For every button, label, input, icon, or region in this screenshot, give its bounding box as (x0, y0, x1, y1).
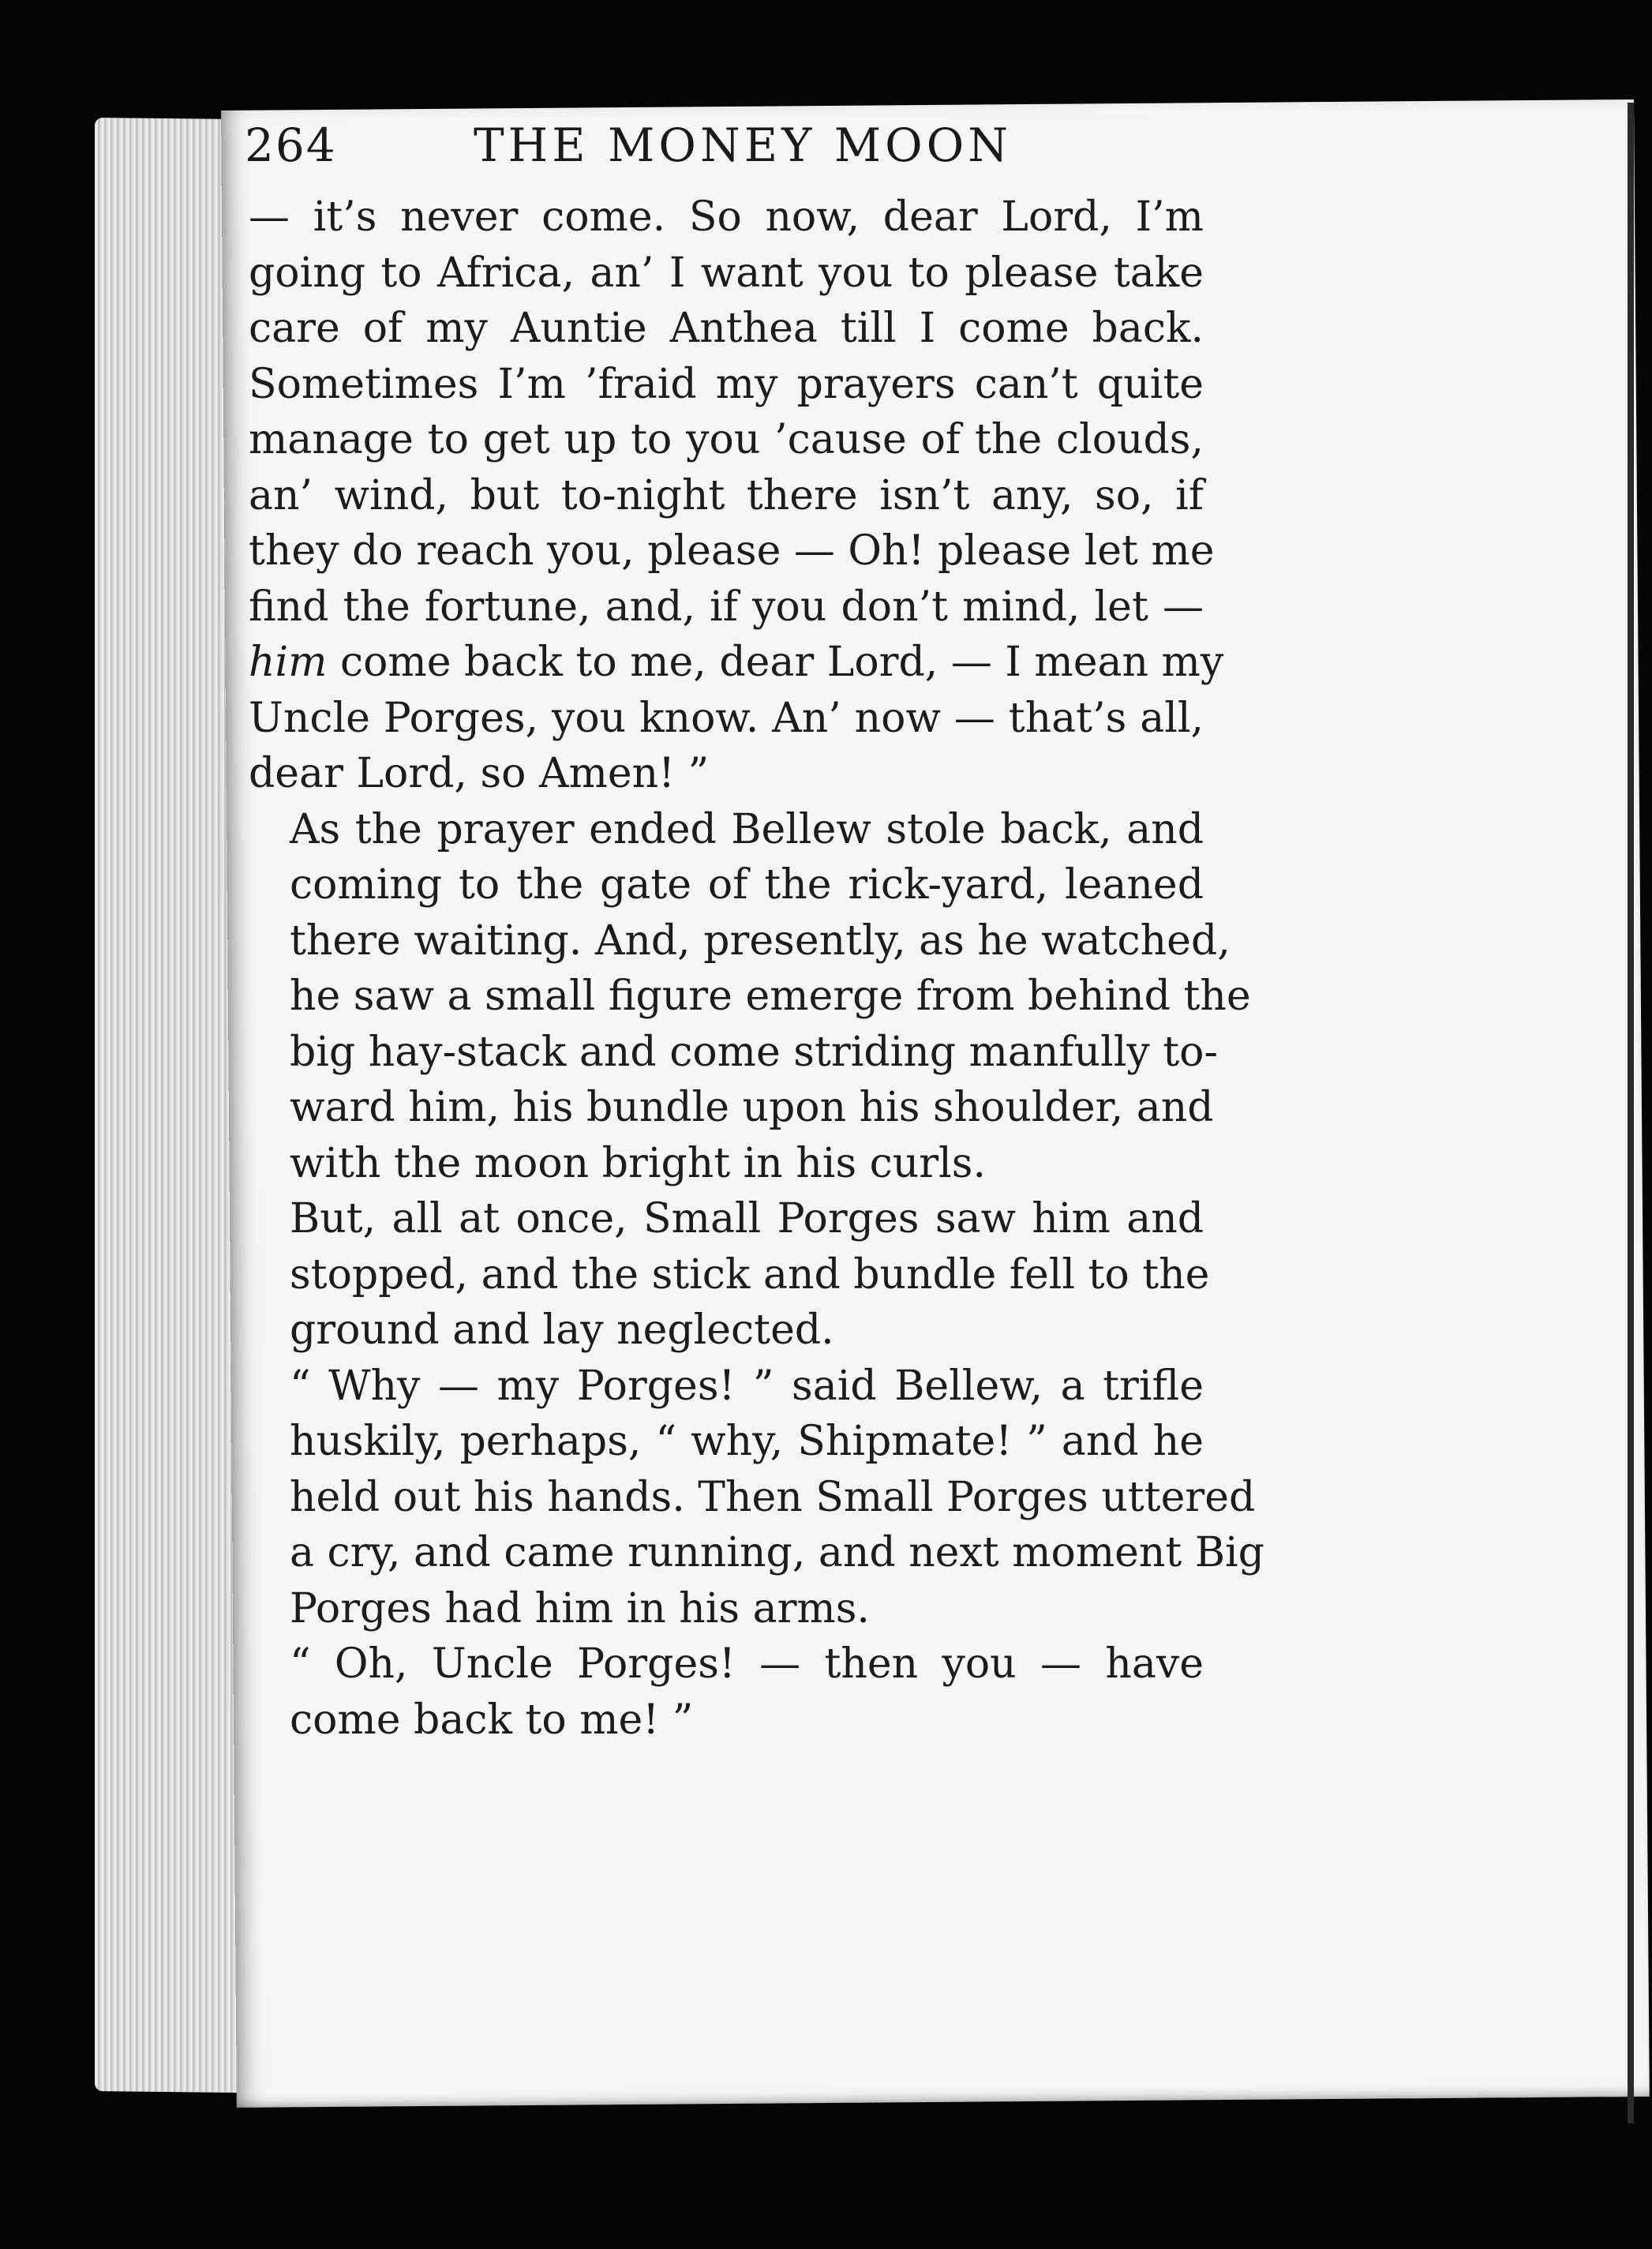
paragraph (249, 1636, 1204, 1748)
text-line: he saw a small figure emerge from behind the (290, 973, 1251, 1020)
text-line: dear Lord, so Amen! ” (249, 750, 710, 797)
running-title: THE MONEY MOON (474, 118, 1013, 172)
body-text (249, 189, 1264, 1748)
text-line: come back to me! ” (290, 1696, 694, 1744)
text-line: Porges had him in his arms. (290, 1584, 870, 1632)
paragraph (249, 189, 1224, 802)
paragraph (249, 1359, 1264, 1637)
text-line: ground and lay neglected. (290, 1306, 834, 1354)
page-header (245, 118, 1192, 182)
text-line: find the fortune, and, if you don’t mind, let — (249, 583, 1204, 631)
text-line: But, all at once, Small Porges saw him and (290, 1195, 1204, 1243)
page-number: 264 (245, 118, 337, 172)
text-line: Sometimes I’m ’fraid my prayers can’t quite (249, 360, 1204, 408)
text-line: with the moon bright in his curls. (290, 1139, 986, 1187)
text-line: stopped, and the stick and bundle fell to the (290, 1250, 1210, 1299)
book-page-edges (95, 118, 237, 2093)
text-line: a cry, and came running, and next moment Big (290, 1529, 1264, 1576)
text-line: huskily, perhaps, “ why, Shipmate! ” and he (290, 1418, 1204, 1465)
text-line: care of my Auntie Anthea till I come back. (249, 305, 1204, 352)
text-line: ward him, his bundle upon his shoulder, and (290, 1084, 1214, 1131)
text-line: going to Africa, an’ I want you to please take (249, 249, 1204, 297)
text-line: As the prayer ended Bellew stole back, and (290, 805, 1204, 853)
paragraph (249, 802, 1251, 1192)
text-line: coming to the gate of the rick-yard, leaned (290, 861, 1204, 909)
text-line: they do reach you, please — Oh! please let me (249, 527, 1215, 575)
text-line: big hay-stack and come striding manfully to- (290, 1028, 1219, 1076)
text-line: held out his hands. Then Small Porges uttered (290, 1473, 1256, 1521)
text-line: an’ wind, but to-night there isn’t any, so, if (249, 471, 1204, 519)
text-line: there waiting. And, presently, as he watched, (290, 916, 1231, 965)
italic-word: him (249, 639, 328, 686)
text-line: manage to get up to you ’cause of the clouds, (249, 416, 1204, 463)
paragraph (249, 1191, 1210, 1359)
text-line: Uncle Porges, you know. An’ now — that’s all, (249, 694, 1204, 742)
text-line: him come back to me, dear Lord, — I mean my (249, 639, 1224, 686)
text-line: “ Oh, Uncle Porges! — then you — have (290, 1640, 1204, 1688)
text-line: “ Why — my Porges! ” said Bellew, a trifle (290, 1362, 1204, 1410)
facing-page-edge (1628, 103, 1634, 2123)
text-line: — it’s never come. So now, dear Lord, I’m (249, 193, 1204, 241)
